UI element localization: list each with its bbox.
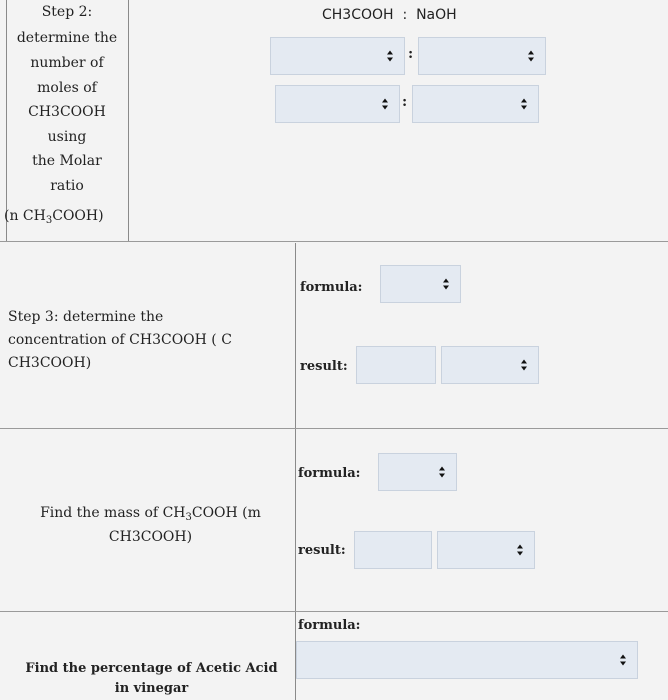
ratio-separator: : bbox=[408, 46, 414, 62]
row-divider-2 bbox=[0, 428, 668, 429]
ratio-naoh-select-2[interactable] bbox=[412, 85, 539, 123]
ratio-ch3cooh-select-2[interactable] bbox=[275, 85, 400, 123]
select-arrows-icon bbox=[387, 51, 394, 62]
select-arrows-icon bbox=[439, 467, 446, 478]
select-arrows-icon bbox=[521, 99, 528, 110]
ratio-header: CH3COOH : NaOH bbox=[322, 7, 457, 23]
percent-line: Find the percentage of Acetic Acid bbox=[25, 661, 278, 676]
percent-formula-label: formula: bbox=[298, 618, 361, 633]
column-divider-middle bbox=[128, 0, 129, 241]
select-arrows-icon bbox=[382, 99, 389, 110]
select-arrows-icon bbox=[620, 655, 627, 666]
column-divider-right bbox=[295, 243, 296, 700]
mass-formula-label: formula: bbox=[298, 466, 361, 481]
select-arrows-icon bbox=[528, 51, 535, 62]
mass-result-label: result: bbox=[298, 543, 346, 558]
percent-line: in vinegar bbox=[114, 681, 189, 696]
select-arrows-icon bbox=[443, 279, 450, 290]
step3-formula-label: formula: bbox=[300, 280, 363, 295]
mass-line: CH3COOH) bbox=[108, 529, 193, 545]
row-divider-1 bbox=[0, 241, 668, 242]
ratio-ch3cooh-select-1[interactable] bbox=[270, 37, 405, 75]
step2-line: number of bbox=[30, 55, 104, 71]
percent-formula-select[interactable] bbox=[296, 641, 638, 679]
mass-line: Find the mass of $CH_3COOH$ (m bbox=[40, 505, 261, 523]
step2-line: CH3COOH bbox=[28, 104, 106, 120]
step2-line: Step 2: bbox=[41, 4, 93, 20]
step3-result-label: result: bbox=[300, 359, 348, 374]
step3-result-input[interactable] bbox=[356, 346, 436, 384]
select-arrows-icon bbox=[517, 545, 524, 556]
step2-n-label: (n $CH_3COOH$) bbox=[4, 208, 104, 226]
mass-result-input[interactable] bbox=[354, 531, 432, 569]
mass-unit-select[interactable] bbox=[437, 531, 535, 569]
step3-line: CH3COOH) bbox=[8, 355, 92, 371]
row-divider-3 bbox=[0, 611, 668, 612]
ratio-naoh-select-1[interactable] bbox=[418, 37, 546, 75]
step2-line: the Molar bbox=[32, 153, 102, 169]
step3-line: concentration of CH3COOH ( C bbox=[8, 332, 232, 348]
ratio-separator: : bbox=[402, 94, 408, 110]
step2-line: determine the bbox=[16, 30, 118, 46]
step2-line: using bbox=[47, 129, 87, 145]
step2-line: ratio bbox=[50, 178, 84, 194]
step2-line: moles of bbox=[37, 80, 97, 96]
step3-unit-select[interactable] bbox=[441, 346, 539, 384]
step3-formula-select[interactable] bbox=[380, 265, 461, 303]
step3-line: Step 3: determine the bbox=[8, 309, 164, 325]
select-arrows-icon bbox=[521, 360, 528, 371]
mass-formula-select[interactable] bbox=[378, 453, 457, 491]
